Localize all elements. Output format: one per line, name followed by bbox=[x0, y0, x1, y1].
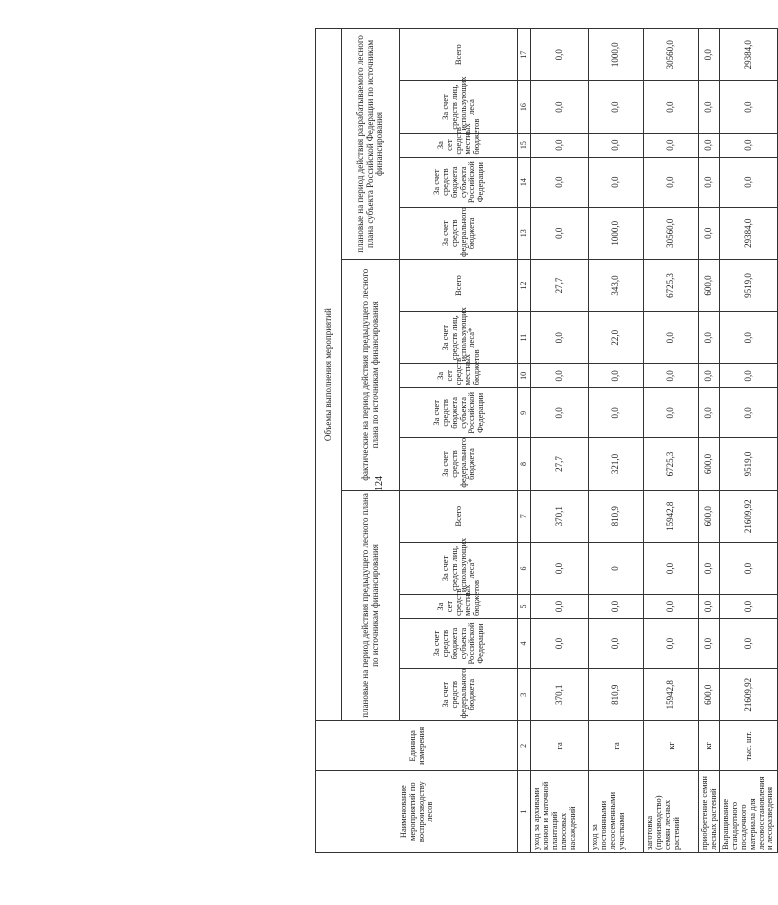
sub-total: Всего bbox=[400, 259, 518, 311]
col-number: 2 bbox=[518, 721, 531, 771]
col-number: 3 bbox=[518, 669, 531, 721]
value-cell: 0,0 bbox=[589, 595, 644, 619]
value-cell: 0,0 bbox=[589, 388, 644, 438]
table-row bbox=[699, 29, 720, 853]
value-cell: 0,0 bbox=[699, 29, 720, 81]
value-cell: 15942,8 bbox=[644, 490, 699, 542]
value-cell: 1000,0 bbox=[589, 207, 644, 259]
value-cell: 0,0 bbox=[531, 619, 589, 669]
value-cell: 0,0 bbox=[699, 157, 720, 207]
value-cell: 15942,8 bbox=[644, 669, 699, 721]
value-cell: 0,0 bbox=[531, 542, 589, 594]
value-cell: 0,0 bbox=[699, 133, 720, 157]
table-row bbox=[719, 29, 777, 853]
value-cell: 0,0 bbox=[719, 595, 777, 619]
value-cell: 0,0 bbox=[699, 619, 720, 669]
value-cell: 9519,0 bbox=[719, 438, 777, 490]
value-cell: 0,0 bbox=[719, 364, 777, 388]
col-number: 7 bbox=[518, 490, 531, 542]
value-cell: 6725,3 bbox=[644, 438, 699, 490]
sub-total: Всего bbox=[400, 490, 518, 542]
header-volumes: Объемы выполнения мероприятий bbox=[316, 29, 342, 721]
value-cell: 0,0 bbox=[644, 595, 699, 619]
col-number: 16 bbox=[518, 81, 531, 133]
value-cell: 0,0 bbox=[531, 364, 589, 388]
value-cell: 0,0 bbox=[719, 619, 777, 669]
value-cell: 30560,0 bbox=[644, 207, 699, 259]
value-cell: 0,0 bbox=[644, 388, 699, 438]
value-cell: 22,0 bbox=[589, 312, 644, 364]
col-number: 13 bbox=[518, 207, 531, 259]
value-cell: 0,0 bbox=[589, 81, 644, 133]
value-cell: 600,0 bbox=[699, 438, 720, 490]
value-cell: 21609,92 bbox=[719, 490, 777, 542]
value-cell: 0 bbox=[589, 542, 644, 594]
value-cell: 810,9 bbox=[589, 490, 644, 542]
value-cell: 0,0 bbox=[531, 207, 589, 259]
col-number: 6 bbox=[518, 542, 531, 594]
value-cell: 1000,0 bbox=[589, 29, 644, 81]
row-name: уход за архивами клонов и маточной плантаций плюсовых насаждений bbox=[531, 771, 589, 853]
value-cell: 9519,0 bbox=[719, 259, 777, 311]
value-cell: 21609,92 bbox=[719, 669, 777, 721]
column-numbers-row bbox=[518, 29, 531, 853]
value-cell: 0,0 bbox=[589, 364, 644, 388]
header-group-2: фактические на период действия предыдущего лесного плана по источникам финансирования bbox=[342, 259, 400, 490]
value-cell: 27,7 bbox=[531, 259, 589, 311]
row-name: уход за постоянными лесосеменными участками bbox=[589, 771, 644, 853]
reforestation-table bbox=[315, 28, 778, 853]
value-cell: 0,0 bbox=[719, 157, 777, 207]
value-cell: 0,0 bbox=[644, 81, 699, 133]
value-cell: 0,0 bbox=[531, 388, 589, 438]
col-number: 12 bbox=[518, 259, 531, 311]
value-cell: 0,0 bbox=[699, 595, 720, 619]
value-cell: 6725,3 bbox=[644, 259, 699, 311]
value-cell: 0,0 bbox=[531, 312, 589, 364]
table-row bbox=[531, 29, 589, 853]
col-number: 11 bbox=[518, 312, 531, 364]
col-number: 9 bbox=[518, 388, 531, 438]
sub-federal: За счет средств федерального бюджета bbox=[400, 438, 518, 490]
col-number: 1 bbox=[518, 771, 531, 853]
value-cell: 0,0 bbox=[644, 133, 699, 157]
value-cell: 0,0 bbox=[699, 312, 720, 364]
value-cell: 0,0 bbox=[644, 157, 699, 207]
value-cell: 0,0 bbox=[699, 81, 720, 133]
value-cell: 600,0 bbox=[699, 669, 720, 721]
sub-federal: За счет средств федерального бюджета bbox=[400, 669, 518, 721]
row-name: Выращивание стандартного посадочного материала для лесовосстановления и лесоразведения bbox=[719, 771, 777, 853]
value-cell: 0,0 bbox=[531, 157, 589, 207]
row-unit: тыс. шт. bbox=[719, 721, 777, 771]
value-cell: 0,0 bbox=[699, 364, 720, 388]
value-cell: 0,0 bbox=[644, 619, 699, 669]
value-cell: 370,1 bbox=[531, 490, 589, 542]
value-cell: 0,0 bbox=[699, 388, 720, 438]
col-number: 14 bbox=[518, 157, 531, 207]
value-cell: 321,0 bbox=[589, 438, 644, 490]
sub-region: За счет средств бюджета субъекта Российской Федерации bbox=[400, 157, 518, 207]
sub-users: За счет средств лиц, использующих леса bbox=[400, 81, 518, 133]
table-row bbox=[589, 29, 644, 853]
header-name: Наименование мероприятий по воспроизводству лесов bbox=[316, 771, 518, 853]
row-unit: га bbox=[589, 721, 644, 771]
value-cell: 0,0 bbox=[719, 388, 777, 438]
rotated-table-container bbox=[315, 28, 775, 853]
value-cell: 810,9 bbox=[589, 669, 644, 721]
col-number: 15 bbox=[518, 133, 531, 157]
value-cell: 0,0 bbox=[644, 542, 699, 594]
sub-local: За сет средств местных бюджетов bbox=[400, 595, 518, 619]
value-cell: 0,0 bbox=[699, 542, 720, 594]
value-cell: 600,0 bbox=[699, 490, 720, 542]
sub-local: За сет средств местных бюджетов bbox=[400, 133, 518, 157]
col-number: 17 bbox=[518, 29, 531, 81]
value-cell: 600,0 bbox=[699, 259, 720, 311]
header-group-3: плановые на период действия разрабатываемого лесного плана субъекта Российской Федерации по источникам финансирования bbox=[342, 29, 400, 260]
row-unit: га bbox=[531, 721, 589, 771]
sub-local: За сет средств местных бюджетов bbox=[400, 364, 518, 388]
value-cell: 0,0 bbox=[719, 312, 777, 364]
value-cell: 370,1 bbox=[531, 669, 589, 721]
col-number: 8 bbox=[518, 438, 531, 490]
value-cell: 0,0 bbox=[531, 29, 589, 81]
value-cell: 0,0 bbox=[719, 542, 777, 594]
col-number: 4 bbox=[518, 619, 531, 669]
value-cell: 0,0 bbox=[589, 133, 644, 157]
value-cell: 0,0 bbox=[719, 133, 777, 157]
col-number: 10 bbox=[518, 364, 531, 388]
col-number: 5 bbox=[518, 595, 531, 619]
value-cell: 29384,0 bbox=[719, 29, 777, 81]
row-unit: кг bbox=[644, 721, 699, 771]
value-cell: 0,0 bbox=[531, 595, 589, 619]
sub-total: Всего bbox=[400, 29, 518, 81]
sub-users: За счет средств лиц, использующих леса* bbox=[400, 312, 518, 364]
value-cell: 30560,0 bbox=[644, 29, 699, 81]
value-cell: 0,0 bbox=[699, 207, 720, 259]
sub-region: За счет средств бюджета субъекта Российской Федерации bbox=[400, 388, 518, 438]
row-name: заготовка (производство) семян лесных растений bbox=[644, 771, 699, 853]
value-cell: 0,0 bbox=[644, 364, 699, 388]
value-cell: 343,0 bbox=[589, 259, 644, 311]
row-name: приобретение семян лесных растений bbox=[699, 771, 720, 853]
page-number: 124 bbox=[374, 476, 385, 491]
sub-users: За счет средств лиц, использующих леса* bbox=[400, 542, 518, 594]
header-unit: Единица измерения bbox=[316, 721, 518, 771]
value-cell: 0,0 bbox=[531, 133, 589, 157]
value-cell: 0,0 bbox=[589, 157, 644, 207]
value-cell: 0,0 bbox=[644, 312, 699, 364]
header-group-1: плановые на период действия предыдущего лесного плана по источникам финансирования bbox=[342, 490, 400, 721]
value-cell: 0,0 bbox=[531, 81, 589, 133]
row-unit: кг bbox=[699, 721, 720, 771]
table-row bbox=[644, 29, 699, 853]
value-cell: 0,0 bbox=[719, 81, 777, 133]
sub-federal: За счет средств федерального бюджета bbox=[400, 207, 518, 259]
sub-region: За счет средств бюджета субъекта Российской Федерации bbox=[400, 619, 518, 669]
value-cell: 27,7 bbox=[531, 438, 589, 490]
value-cell: 29384,0 bbox=[719, 207, 777, 259]
value-cell: 0,0 bbox=[589, 619, 644, 669]
